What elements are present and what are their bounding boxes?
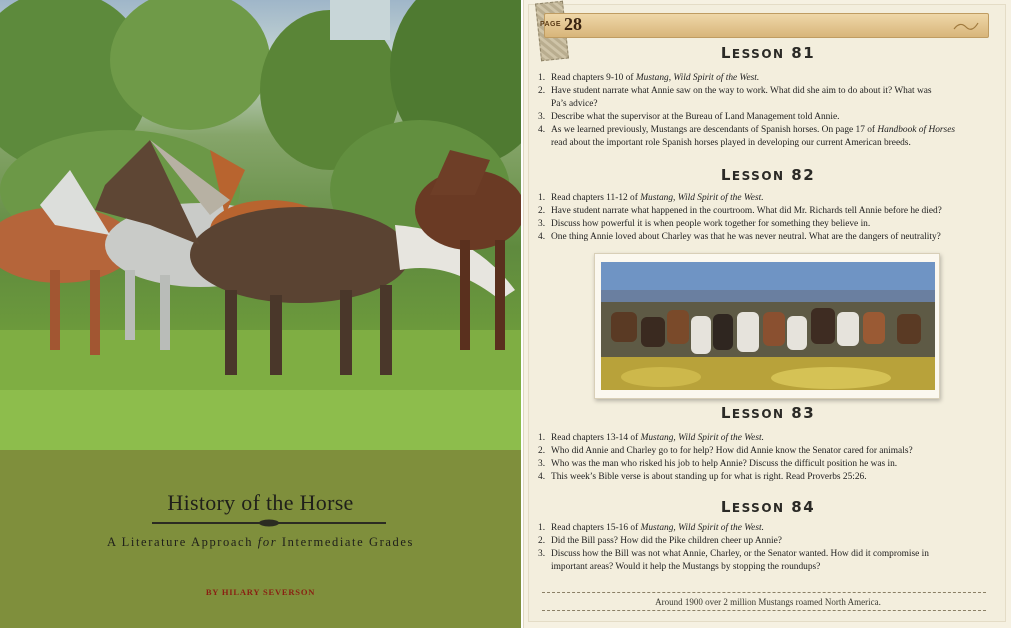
lesson-81-heading	[524, 44, 1011, 62]
item-text: important areas? Would it help the Mustangs by stopping the roundups?	[551, 562, 821, 572]
item-text: This week’s Bible verse is about standing up for what is right. Read Proverbs 25:26.	[551, 472, 867, 482]
subtitle-italic: for	[257, 535, 278, 549]
lesson-item	[538, 561, 1008, 574]
item-number: 1.	[538, 73, 546, 83]
lesson-heading-initial: L	[720, 166, 732, 184]
lesson-item	[538, 458, 1008, 471]
item-number: 2.	[538, 446, 546, 456]
footnote-rule-bottom	[542, 610, 986, 611]
lesson-page	[523, 0, 1011, 628]
lesson-item	[538, 535, 1008, 548]
item-number: 1.	[538, 193, 546, 203]
lesson-item	[538, 231, 1008, 244]
lesson-83-list	[538, 432, 1008, 484]
item-number: 3.	[538, 112, 546, 122]
lesson-item	[538, 192, 1008, 205]
lesson-heading-initial: L	[720, 44, 732, 62]
book-subtitle	[0, 535, 521, 550]
book-title-ref: Mustang, Wild Spirit of the West.	[640, 433, 764, 443]
item-text: Who did Annie and Charley go to for help? How did Annie know the Senator cared for animals?	[551, 446, 913, 456]
item-number: 4.	[538, 472, 546, 482]
lesson-heading-initial: L	[720, 404, 732, 422]
page-number: 28	[564, 14, 582, 34]
lesson-83-heading	[524, 404, 1011, 422]
page-banner	[544, 13, 989, 38]
banner-flourish-icon	[952, 19, 980, 33]
lesson-heading-number: 84	[791, 498, 816, 516]
item-text: Pa’s advice?	[551, 99, 598, 109]
lesson-item	[538, 124, 1008, 137]
lesson-heading-word: ESSON	[731, 169, 785, 183]
lesson-heading-initial: L	[720, 498, 732, 516]
divider-ornament-icon	[258, 518, 280, 528]
item-text: Read chapters 9-10 of	[551, 73, 636, 83]
lesson-heading-number: 81	[791, 44, 816, 62]
lesson-item	[538, 137, 1008, 150]
book-title-ref: Mustang, Wild Spirit of the West.	[635, 73, 760, 83]
item-text: read about the important role Spanish horses played in developing our current American breeds.	[551, 138, 911, 148]
item-number: 2.	[538, 536, 546, 546]
lesson-81-list	[538, 72, 1008, 150]
cover-photo-running-horses	[0, 0, 521, 450]
book-title-ref: Mustang, Wild Spirit of the West.	[640, 193, 764, 203]
item-text: As we learned previously, Mustangs are descendants of Spanish horses. On page 17 of	[551, 125, 878, 135]
item-text: Have student narrate what Annie saw on the way to work. What did she aim to do about it? What was	[551, 86, 932, 96]
item-number: 3.	[538, 549, 546, 559]
lesson-item	[538, 218, 1008, 231]
lesson-heading-number: 82	[791, 166, 816, 184]
item-text: Who was the man who risked his job to help Annie? Discuss the difficult position he was in.	[551, 459, 898, 469]
item-number: 3.	[538, 219, 546, 229]
lesson-heading-number: 83	[791, 404, 816, 422]
lesson-item	[538, 432, 1008, 445]
book-author: BY HILARY SEVERSON	[205, 587, 316, 597]
item-number: 4.	[538, 125, 546, 135]
mustang-herd-photo	[594, 253, 940, 399]
lesson-item	[538, 471, 1008, 484]
horses-illustration	[0, 0, 521, 450]
lesson-heading-word: ESSON	[731, 407, 785, 421]
item-number: 3.	[538, 459, 546, 469]
footnote-rule-top	[542, 592, 986, 593]
lesson-82-list	[538, 192, 1008, 244]
page-footnote: Around 1900 over 2 million Mustangs roamed North America.	[655, 597, 881, 607]
item-text: Describe what the supervisor at the Bureau of Land Management told Annie.	[551, 112, 840, 122]
lesson-item	[538, 85, 1008, 98]
item-text: Have student narrate what happened in the courtroom. What did Mr. Richards tell Annie before he died?	[551, 206, 942, 216]
page-label: PAGE	[540, 21, 561, 28]
item-text: Discuss how powerful it is when people work together for something they believe in.	[551, 219, 871, 229]
lesson-item	[538, 522, 1008, 535]
lesson-item	[538, 72, 1008, 85]
item-text: Discuss how the Bill was not what Annie, Charley, or the Senator wanted. How did it compromise in	[551, 549, 929, 559]
item-text: Read chapters 13-14 of	[551, 433, 641, 443]
lesson-item	[538, 98, 1008, 111]
subtitle-post: Intermediate Grades	[277, 535, 414, 549]
subtitle-pre: A Literature Approach	[107, 535, 258, 549]
item-text: Read chapters 15-16 of	[551, 523, 641, 533]
book-title: History of the Horse	[167, 490, 354, 515]
item-number: 4.	[538, 232, 546, 242]
lesson-84-heading	[524, 498, 1011, 516]
lesson-item	[538, 205, 1008, 218]
lesson-item	[538, 111, 1008, 124]
lesson-item	[538, 548, 1008, 561]
lesson-82-heading	[524, 166, 1011, 184]
lesson-heading-word: ESSON	[731, 501, 785, 515]
item-text: Read chapters 11-12 of	[551, 193, 641, 203]
book-title-ref: Handbook of Horses	[877, 125, 956, 135]
lesson-item	[538, 445, 1008, 458]
item-number: 2.	[538, 206, 546, 216]
lesson-84-list	[538, 522, 1008, 574]
item-number: 1.	[538, 433, 546, 443]
item-number: 2.	[538, 86, 546, 96]
item-text: Did the Bill pass? How did the Pike children cheer up Annie?	[551, 536, 782, 546]
herd-illustration	[601, 262, 935, 390]
book-title-ref: Mustang, Wild Spirit of the West.	[640, 523, 764, 533]
item-number: 1.	[538, 523, 546, 533]
item-text: One thing Annie loved about Charley was that he was never neutral. What are the dangers of neutrality?	[551, 232, 941, 242]
lesson-heading-word: ESSON	[731, 47, 785, 61]
